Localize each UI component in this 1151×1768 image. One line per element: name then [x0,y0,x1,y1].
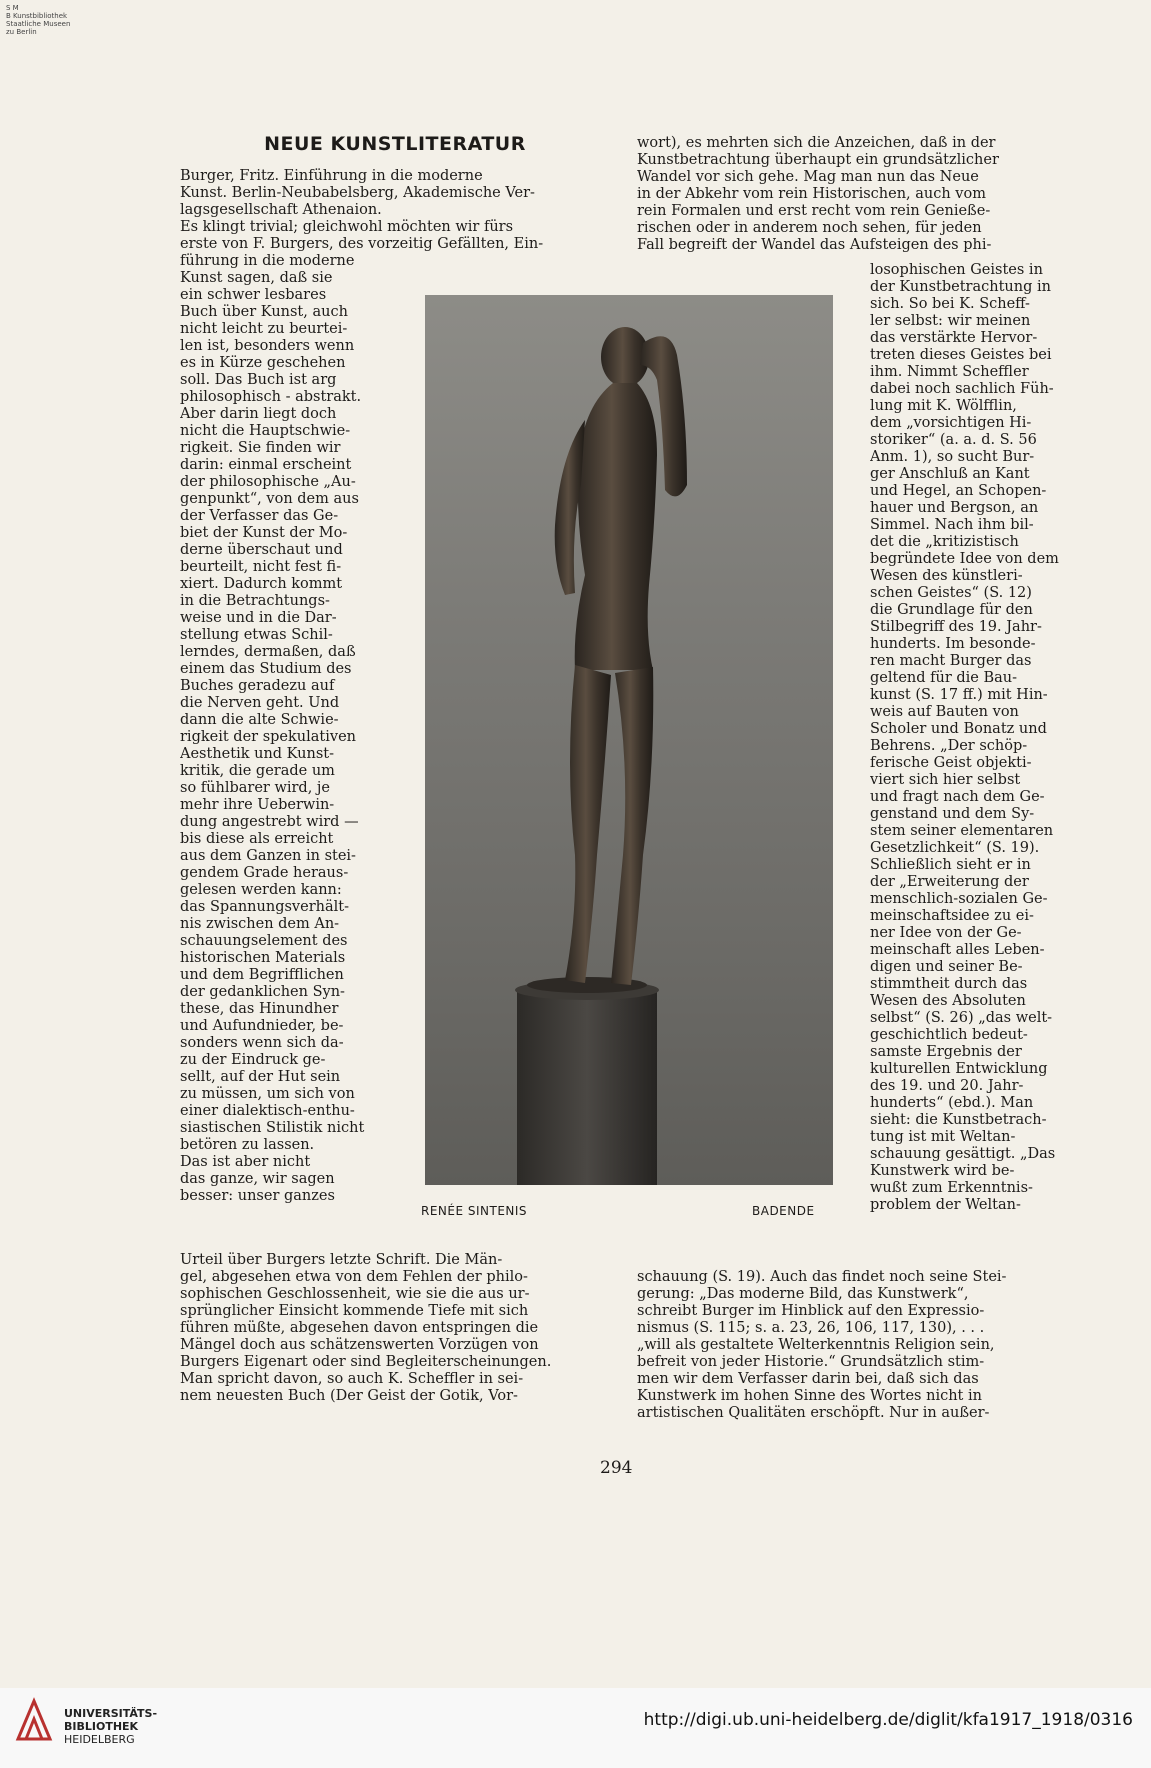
stamp-line: S M [6,4,19,12]
text-line: dem „vorsichtigen Hi- [870,415,1032,431]
section-heading: NEUE KUNSTLITERATUR [264,133,526,155]
text-line: und Aufundnieder, be- [180,1018,344,1034]
text-line: problem der Weltan- [870,1197,1021,1213]
caption-artist: RENÉE SINTENIS [421,1204,528,1218]
text-line: zu müssen, um sich von [180,1086,355,1102]
text-line: samste Ergebnis der [870,1044,1022,1060]
source-url-link[interactable]: http://digi.ub.uni-heidelberg.de/diglit/kfa1917_1918/0316 [643,1710,1133,1730]
text-line: treten dieses Geistes bei [870,347,1052,363]
left-column-top [180,168,610,270]
text-line: Es klingt trivial; gleichwohl möchten wir fürs [180,219,514,235]
text-line: det die „kritizistisch [870,534,1019,550]
text-line: die Grundlage für den [870,602,1033,618]
text-line: philosophisch - abstrakt. [180,389,362,405]
text-line: Gesetzlichkeit“ (S. 19). [870,840,1040,856]
text-line: betören zu lassen. [180,1137,315,1153]
library-name [64,1707,157,1746]
text-line: befreit von jeder Historie.“ Grundsätzlich stim- [637,1354,985,1370]
left-column-bottom [180,1252,610,1405]
text-line: so fühlbarer wird, je [180,780,330,796]
text-line: menschlich-sozialen Ge- [870,891,1048,907]
text-line: men wir dem Verfasser darin bei, daß sich das [637,1371,979,1387]
text-line: rein Formalen und erst recht vom rein Genieße- [637,203,991,219]
text-line: tung ist mit Weltan- [870,1129,1016,1145]
library-name-line: UNIVERSITÄTS- [64,1707,158,1720]
text-line: Das ist aber nicht [180,1154,311,1170]
text-line: these, das Hinundher [180,1001,339,1017]
text-line: Aesthetik und Kunst- [180,746,335,762]
text-line: Mängel doch aus schätzenswerten Vorzügen von [180,1337,539,1353]
right-column-top [637,135,1072,254]
text-line: stellung etwas Schil- [180,627,333,643]
text-line: besser: unser ganzes [180,1188,335,1204]
text-line: und dem Begrifflichen [180,967,344,983]
text-line: viert sich hier selbst [870,772,1021,788]
text-line: erste von F. Burgers, des vorzeitig Gefällten, Ein- [180,236,544,252]
text-line: soll. Das Buch ist arg [180,372,337,388]
text-line: es in Kürze geschehen [180,355,346,371]
text-line: meinschaftsidee zu ei- [870,908,1034,924]
text-line: bis diese als erreicht [180,831,334,847]
text-line: schreibt Burger im Hinblick auf den Expressio- [637,1303,985,1319]
text-line: führung in die moderne [180,253,355,269]
stamp-line: B Kunstbibliothek [6,12,68,20]
left-column-narrow [180,270,380,1205]
text-line: sellt, auf der Hut sein [180,1069,341,1085]
text-line: Fall begreift der Wandel das Aufsteigen des phi- [637,237,992,253]
text-line: geltend für die Bau- [870,670,1018,686]
text-line: lerndes, dermaßen, daß [180,644,356,660]
text-line: rischen oder in anderem noch sehen, für jeden [637,220,982,236]
stamp-line: Staatliche Museen [6,20,71,28]
text-line: rigkeit der spekulativen [180,729,356,745]
text-line: sich. So bei K. Scheff- [870,296,1030,312]
text-line: Kunst sagen, daß sie [180,270,333,286]
right-column-narrow [870,262,1072,1214]
text-line: Scholer und Bonatz und [870,721,1047,737]
text-line: das Spannungsverhält- [180,899,349,915]
library-stamp [6,4,70,36]
text-line: digen und seiner Be- [870,959,1023,975]
text-line: ler selbst: wir meinen [870,313,1031,329]
text-line: geschichtlich bedeut- [870,1027,1028,1043]
text-line: führen müßte, abgesehen davon entspringen die [180,1320,539,1336]
sculpture-photo [425,295,833,1185]
library-name-line: BIBLIOTHEK [64,1720,139,1733]
text-line: des 19. und 20. Jahr- [870,1078,1024,1094]
text-line: weise und in die Dar- [180,610,337,626]
page-number: 294 [600,1458,633,1478]
text-line: nismus (S. 115; s. a. 23, 26, 106, 117, 130), . . . [637,1320,985,1336]
text-line: Wesen des Absoluten [870,993,1026,1009]
text-line: Kunst. Berlin-Neubabelsberg, Akademische Ver- [180,185,535,201]
text-line: „will als gestaltete Welterkenntnis Religion sein, [637,1337,995,1353]
text-line: der Verfasser das Ge- [180,508,339,524]
text-line: ren macht Burger das [870,653,1032,669]
text-line: einem das Studium des [180,661,352,677]
text-line: stem seiner elementaren [870,823,1054,839]
text-line: siastischen Stilistik nicht [180,1120,365,1136]
text-line: weis auf Bauten von [870,704,1019,720]
text-line: aus dem Ganzen in stei- [180,848,356,864]
text-line: Kunstbetrachtung überhaupt ein grundsätzlicher [637,152,999,168]
text-line: wußt zum Erkenntnis- [870,1180,1033,1196]
text-line: xiert. Dadurch kommt [180,576,343,592]
text-line: ger Anschluß an Kant [870,466,1030,482]
text-line: Kunstwerk im hohen Sinne des Wortes nicht in [637,1388,982,1404]
text-line: ner Idee von der Ge- [870,925,1022,941]
text-line: wort), es mehrten sich die Anzeichen, daß in der [637,135,996,151]
text-line: gerung: „Das moderne Bild, das Kunstwerk“, [637,1286,969,1302]
text-line: derne überschaut und [180,542,343,558]
text-line: sophischen Geschlossenheit, wie sie die aus ur- [180,1286,530,1302]
text-line: hunderts. Im besonde- [870,636,1036,652]
text-line: gendem Grade heraus- [180,865,349,881]
text-line: Urteil über Burgers letzte Schrift. Die Män- [180,1252,503,1268]
text-line: kritik, die gerade um [180,763,335,779]
text-line: und fragt nach dem Ge- [870,789,1045,805]
text-line: Man spricht davon, so auch K. Scheffler in sei- [180,1371,524,1387]
text-line: dabei noch sachlich Füh- [870,381,1054,397]
text-line: ein schwer lesbares [180,287,327,303]
text-line: Anm. 1), so sucht Bur- [870,449,1035,465]
text-line: stimmtheit durch das [870,976,1028,992]
text-line: lagsgesellschaft Athenaion. [180,202,382,218]
text-line: selbst“ (S. 26) „das welt- [870,1010,1053,1026]
text-line: Burgers Eigenart oder sind Begleiterscheinungen. [180,1354,552,1370]
text-line: nem neuesten Buch (Der Geist der Gotik, Vor- [180,1388,518,1404]
text-line: der philosophische „Au- [180,474,356,490]
stamp-line: zu Berlin [6,28,37,36]
text-line: die Nerven geht. Und [180,695,340,711]
text-line: ferische Geist objekti- [870,755,1032,771]
text-line: darin: einmal erscheint [180,457,352,473]
text-line: schauungselement des [180,933,348,949]
text-line: lung mit K. Wölfflin, [870,398,1017,414]
text-line: zu der Eindruck ge- [180,1052,326,1068]
text-line: genpunkt“, von dem aus [180,491,359,507]
text-line: historischen Materials [180,950,346,966]
text-line: in der Abkehr vom rein Historischen, auch vom [637,186,986,202]
text-line: Behrens. „Der schöp- [870,738,1028,754]
text-line: kulturellen Entwicklung [870,1061,1048,1077]
caption-title: BADENDE [752,1204,815,1218]
text-line: in die Betrachtungs- [180,593,330,609]
text-line: Buches geradezu auf [180,678,335,694]
text-line: dann die alte Schwie- [180,712,339,728]
text-line: mehr ihre Ueberwin- [180,797,335,813]
text-line: gel, abgesehen etwa von dem Fehlen der philo- [180,1269,528,1285]
text-line: das verstärkte Hervor- [870,330,1038,346]
text-line: nicht leicht zu beurtei- [180,321,348,337]
text-line: losophischen Geistes in [870,262,1043,278]
text-line: dung angestrebt wird — [180,814,359,830]
text-line: Wandel vor sich gehe. Mag man nun das Neue [637,169,979,185]
right-column-bottom [637,1269,1072,1422]
text-line: einer dialektisch-enthu- [180,1103,355,1119]
text-line: biet der Kunst der Mo- [180,525,348,541]
text-line: meinschaft alles Leben- [870,942,1045,958]
text-line: der Kunstbetrachtung in [870,279,1051,295]
text-line: Buch über Kunst, auch [180,304,348,320]
bronze-figure-illustration [425,295,833,1185]
text-line: sonders wenn sich da- [180,1035,344,1051]
text-line: schen Geistes“ (S. 12) [870,585,1032,601]
text-line: der gedanklichen Syn- [180,984,345,1000]
text-line: Simmel. Nach ihm bil- [870,517,1034,533]
text-line: gelesen werden kann: [180,882,342,898]
text-line: nicht die Hauptschwie- [180,423,351,439]
text-line: Burger, Fritz. Einführung in die moderne [180,168,483,184]
text-line: artistischen Qualitäten erschöpft. Nur in außer- [637,1405,990,1421]
text-line: genstand und dem Sy- [870,806,1035,822]
text-line: schauung (S. 19). Auch das findet noch seine Stei- [637,1269,1007,1285]
text-line: storiker“ (a. a. d. S. 56 [870,432,1037,448]
library-logo-icon [14,1695,54,1747]
text-line: Wesen des künstleri- [870,568,1023,584]
text-line: nis zwischen dem An- [180,916,340,932]
text-line: schauung gesättigt. „Das [870,1146,1056,1162]
text-line: hauer und Bergson, an [870,500,1039,516]
text-line: len ist, besonders wenn [180,338,355,354]
text-line: sieht: die Kunstbetrach- [870,1112,1047,1128]
text-line: kunst (S. 17 ff.) mit Hin- [870,687,1048,703]
text-line: ihm. Nimmt Scheffler [870,364,1029,380]
text-line: begründete Idee von dem [870,551,1059,567]
text-line: Stilbegriff des 19. Jahr- [870,619,1042,635]
text-line: Schließlich sieht er in [870,857,1031,873]
text-line: hunderts“ (ebd.). Man [870,1095,1034,1111]
text-line: Aber darin liegt doch [180,406,337,422]
text-line: das ganze, wir sagen [180,1171,335,1187]
text-line: der „Erweiterung der [870,874,1029,890]
text-line: rigkeit. Sie finden wir [180,440,341,456]
text-line: und Hegel, an Schopen- [870,483,1047,499]
text-line: beurteilt, nicht fest fi- [180,559,342,575]
library-name-line: HEIDELBERG [64,1733,135,1746]
text-line: Kunstwerk wird be- [870,1163,1015,1179]
text-line: sprünglicher Einsicht kommende Tiefe mit sich [180,1303,529,1319]
